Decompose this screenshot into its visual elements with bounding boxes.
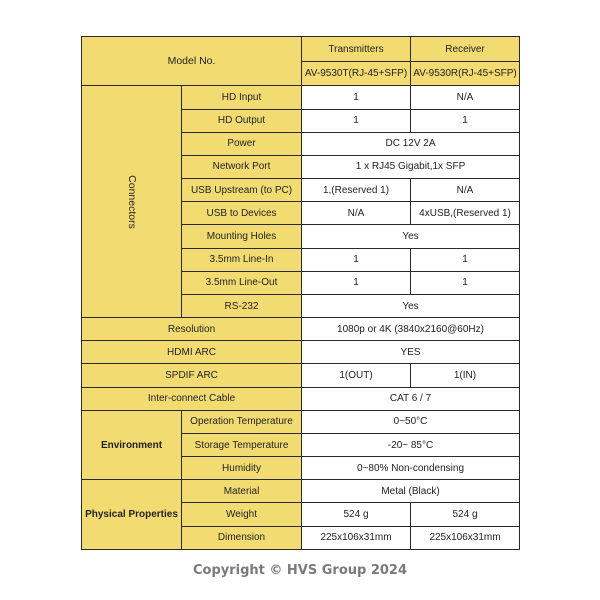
connectors-label-text: Connectors bbox=[125, 174, 138, 229]
dimension-label: Dimension bbox=[182, 526, 302, 549]
line-in-label: 3.5mm Line-In bbox=[182, 248, 302, 271]
physical-group-label: Physical Properties bbox=[82, 480, 182, 550]
storage-temp-value: -20~ 85°C bbox=[302, 433, 520, 456]
line-out-label: 3.5mm Line-Out bbox=[182, 271, 302, 294]
resolution-value: 1080p or 4K (3840x2160@60Hz) bbox=[302, 318, 520, 341]
copyright-text: Copyright © HVS Group 2024 bbox=[192, 563, 408, 578]
resolution-label: Resolution bbox=[82, 318, 302, 341]
hdmi-arc-label: HDMI ARC bbox=[82, 341, 302, 364]
hd-output-label: HD Output bbox=[182, 109, 302, 132]
hd-output-rx: 1 bbox=[411, 109, 520, 132]
usb-devices-tx: N/A bbox=[302, 202, 411, 225]
power-label: Power bbox=[182, 132, 302, 155]
connectors-group-label bbox=[82, 86, 182, 318]
mounting-holes-value: Yes bbox=[302, 225, 520, 248]
usb-devices-label: USB to Devices bbox=[182, 202, 302, 225]
mounting-holes-label: Mounting Holes bbox=[182, 225, 302, 248]
rs232-label: RS-232 bbox=[182, 294, 302, 317]
hd-input-tx: 1 bbox=[302, 86, 411, 109]
line-out-tx: 1 bbox=[302, 271, 411, 294]
hd-input-label: HD Input bbox=[182, 86, 302, 109]
model-no-label: Model No. bbox=[82, 37, 302, 86]
dimension-tx: 225x106x31mm bbox=[302, 526, 411, 549]
usb-devices-rx: 4xUSB,(Reserved 1) bbox=[411, 202, 520, 225]
receiver-model: AV-9530R(RJ-45+SFP) bbox=[411, 62, 520, 86]
environment-group-label: Environment bbox=[82, 410, 182, 480]
humidity-label: Humidity bbox=[182, 457, 302, 480]
usb-upstream-label: USB Upstream (to PC) bbox=[182, 179, 302, 202]
weight-tx: 524 g bbox=[302, 503, 411, 526]
rs232-value: Yes bbox=[302, 294, 520, 317]
usb-upstream-rx: N/A bbox=[411, 179, 520, 202]
interconnect-value: CAT 6 / 7 bbox=[302, 387, 520, 410]
material-label: Material bbox=[182, 480, 302, 503]
interconnect-label: Inter-connect Cable bbox=[82, 387, 302, 410]
operation-temp-label: Operation Temperature bbox=[182, 410, 302, 433]
spdif-arc-rx: 1(IN) bbox=[411, 364, 520, 387]
spec-table bbox=[81, 36, 520, 550]
transmitter-model: AV-9530T(RJ-45+SFP) bbox=[302, 62, 411, 86]
spdif-arc-tx: 1(OUT) bbox=[302, 364, 411, 387]
network-port-label: Network Port bbox=[182, 155, 302, 178]
hd-output-tx: 1 bbox=[302, 109, 411, 132]
transmitters-header: Transmitters bbox=[302, 37, 411, 62]
receiver-header: Receiver bbox=[411, 37, 520, 62]
humidity-value: 0~80% Non-condensing bbox=[302, 457, 520, 480]
line-in-tx: 1 bbox=[302, 248, 411, 271]
spdif-arc-label: SPDIF ARC bbox=[82, 364, 302, 387]
usb-upstream-tx: 1,(Reserved 1) bbox=[302, 179, 411, 202]
material-value: Metal (Black) bbox=[302, 480, 520, 503]
operation-temp-value: 0~50°C bbox=[302, 410, 520, 433]
network-port-value: 1 x RJ45 Gigabit,1x SFP bbox=[302, 155, 520, 178]
line-in-rx: 1 bbox=[411, 248, 520, 271]
power-value: DC 12V 2A bbox=[302, 132, 520, 155]
storage-temp-label: Storage Temperature bbox=[182, 433, 302, 456]
weight-rx: 524 g bbox=[411, 503, 520, 526]
line-out-rx: 1 bbox=[411, 271, 520, 294]
dimension-rx: 225x106x31mm bbox=[411, 526, 520, 549]
hd-input-rx: N/A bbox=[411, 86, 520, 109]
hdmi-arc-value: YES bbox=[302, 341, 520, 364]
weight-label: Weight bbox=[182, 503, 302, 526]
